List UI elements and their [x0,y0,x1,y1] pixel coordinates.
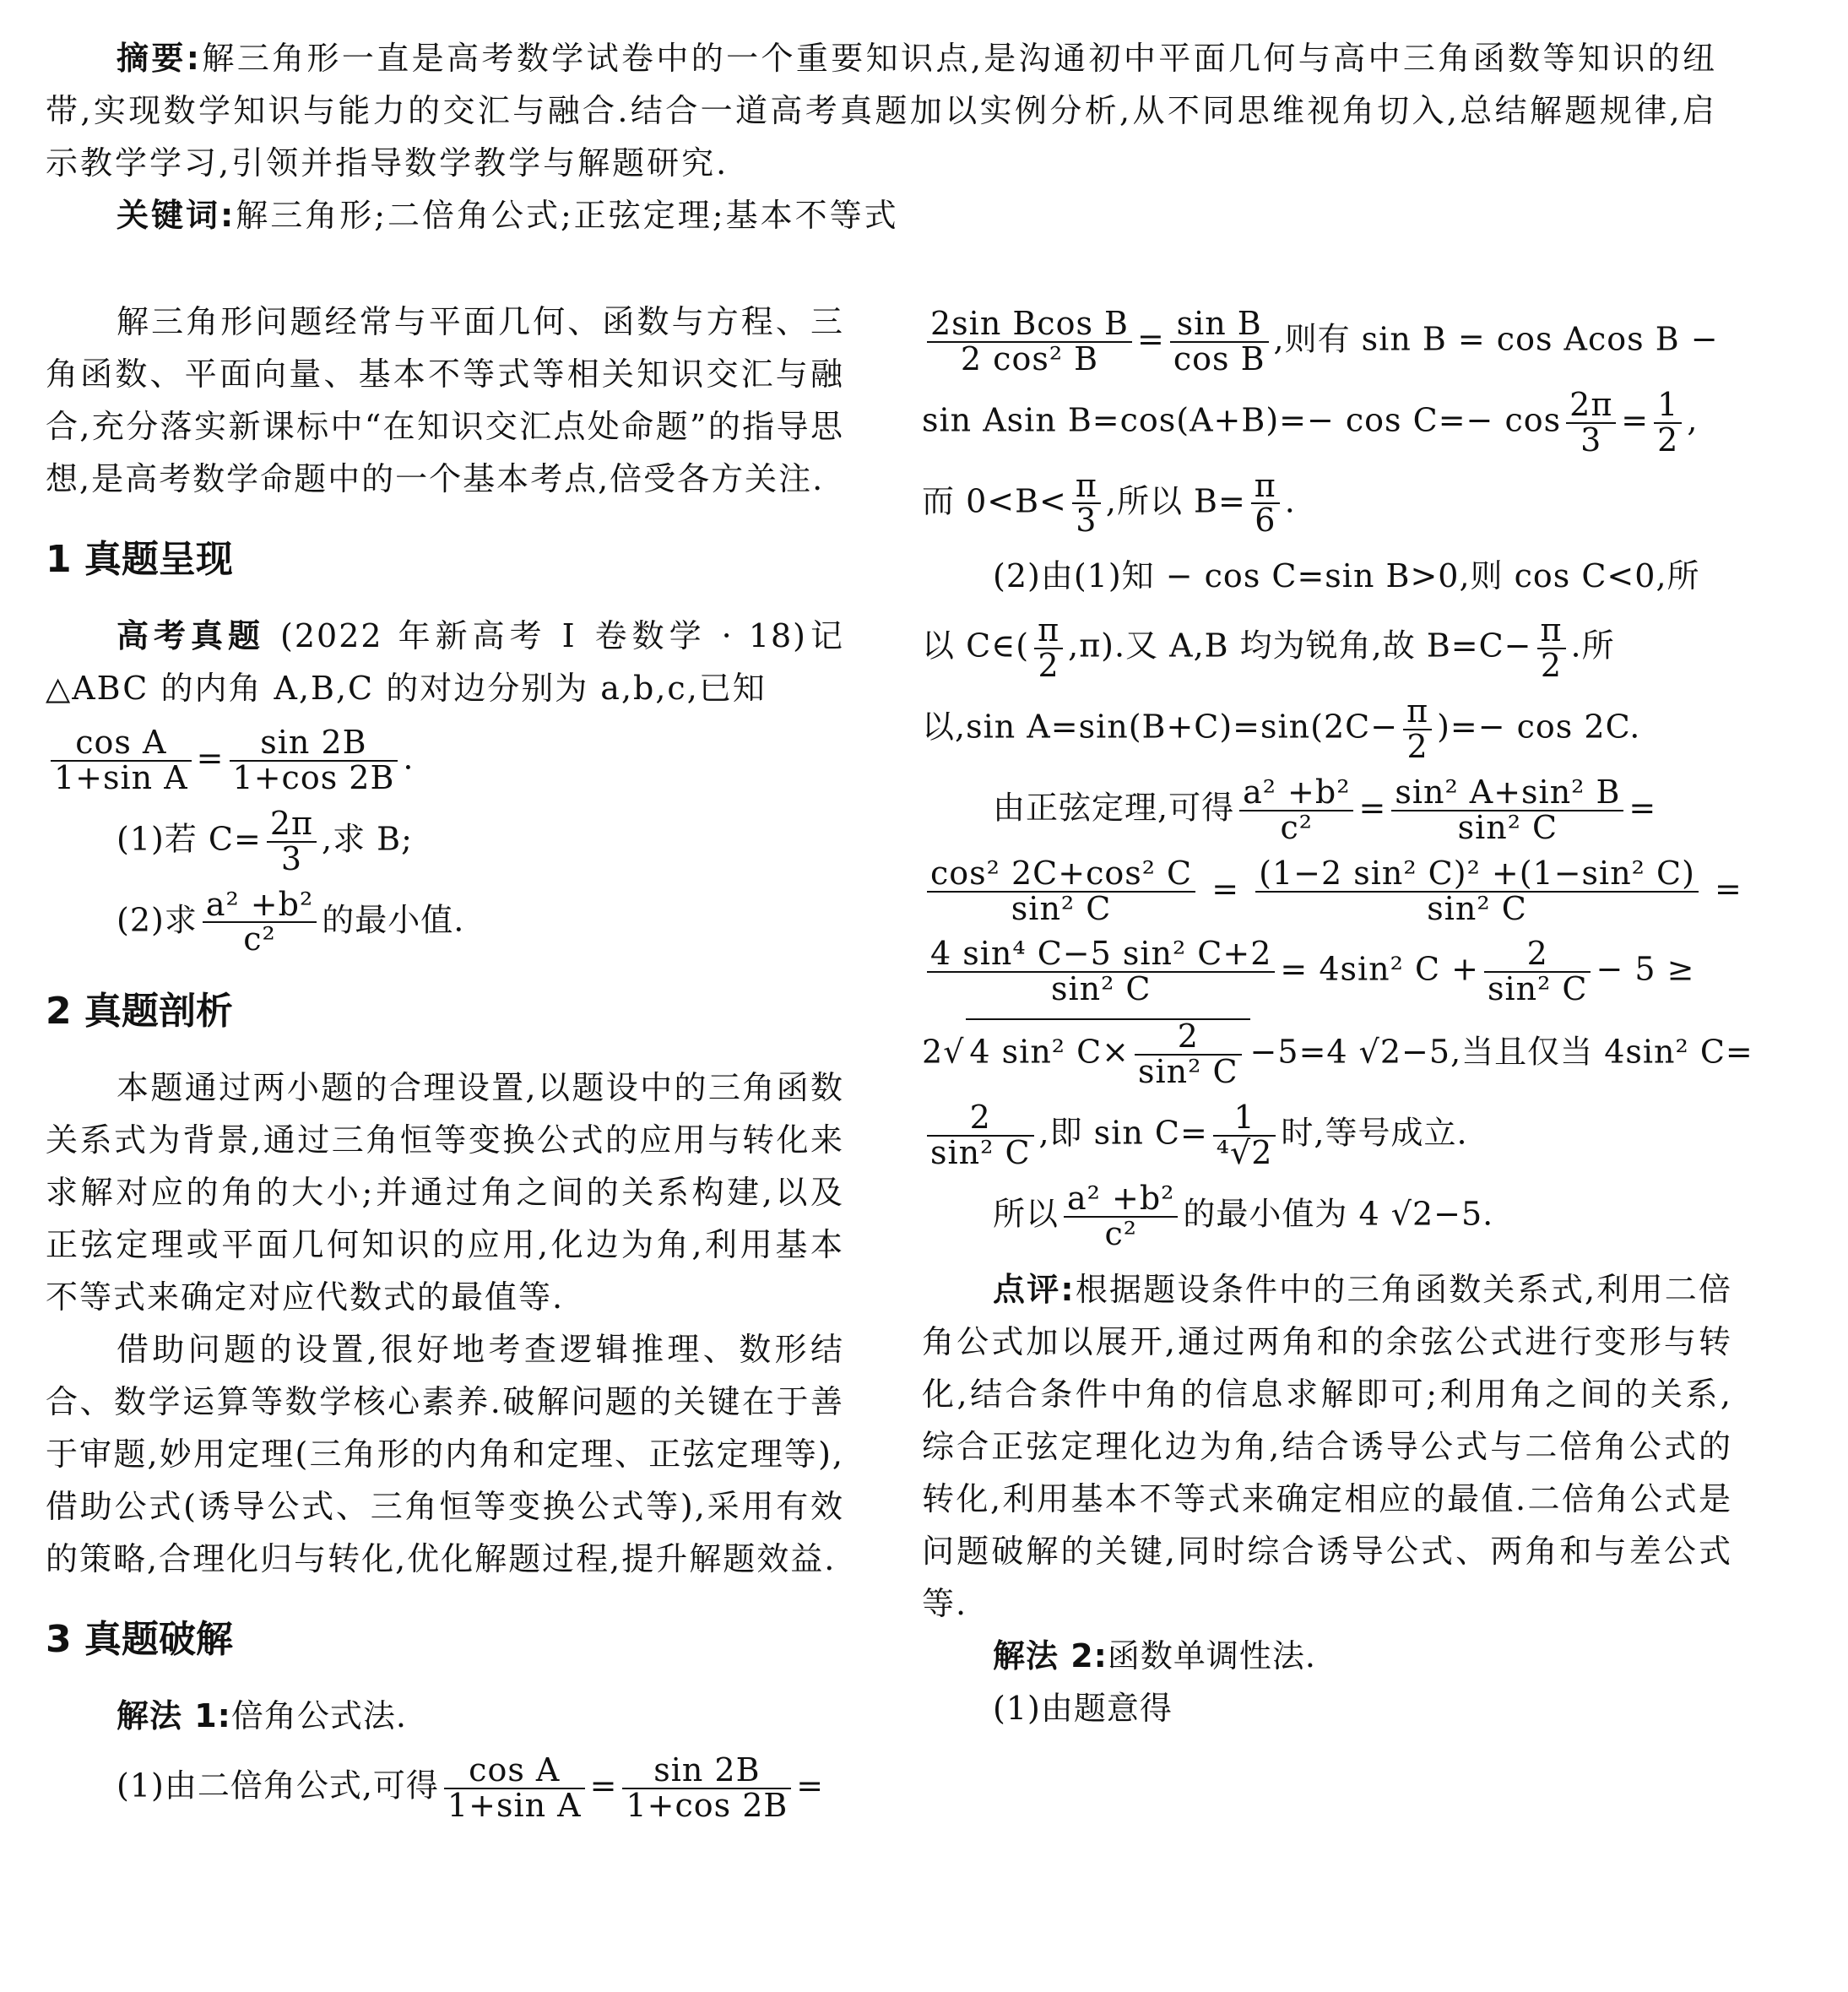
problem-statement [46,610,844,714]
solution-line: (2)由(1)知 − cos C=sin B>0,则 cos C<0,所 [993,557,1700,595]
fraction: $\frac{2\pi}{3}$ [267,807,317,877]
fraction: $\frac{2\pi}{3}$ [1566,388,1616,458]
fraction: $\frac{2}{\text{sin² C}}$ [1135,1020,1242,1089]
solution-line: 2√ 4 sin² C× $\frac{2}{\text{sin² C}}$ −5=4 √2−5,当且仅当 4sin² C= [922,1018,1753,1091]
comment-text: 根据题设条件中的三角函数关系式,利用二倍角公式加以展开,通过两角和的余弦公式进行变形与转化,结合条件中角的信息求解即可;利用角之间的关系,综合正弦定理化边为角,结合诱导公式与二倍角公式的转化,利用基本不等式来确定相应的最值.二倍角公式是问题破解的关键,同时综合诱导公式、两角和与差公式等. [922,1270,1732,1622]
fraction: $\frac{\text{sin B}}{\text{cos B}}$ [1170,307,1269,377]
problem-label: 高考真题 [117,617,265,654]
problem-source: (2022 年新高考 Ⅰ 卷数学 · 18)记 [280,617,844,654]
fraction: $\frac{\pi}{3}$ [1072,470,1101,539]
section-heading-1: 1 真题呈现 [46,538,233,581]
question-2: (2)求 $\frac{\text{a² +b²}}{\text{c²}}$ 的最小值. [117,885,465,958]
solution-line: $\frac{\text{4 sin⁴ C−5 sin² C+2}}{\text{sin² C}}$ = 4sin² C + $\frac{2}{\text{sin² C}}$ − 5 ≥ [922,937,1732,1007]
abstract-block [46,32,1717,242]
analysis-paragraph-1: 本题通过两小题的合理设置,以题设中的三角函数关系式为背景,通过三角恒等变换公式的应用与转化来求解对应的角的大小;并通过角之间的关系构建,以及正弦定理或平面几何知识的应用,化边为角,利用基本不等式来确定对应代数式的最值等. [46,1069,844,1316]
fraction: $\frac{\sin 2B}{1+\cos 2B}$ [230,726,398,795]
comment-label: 点评: [993,1270,1076,1308]
solution-line: 而 0<B< $\frac{\pi}{3}$ ,所以 B= $\frac{\pi}{6}$ . [922,466,1296,540]
solution-line: 以,sin A=sin(B+C)=sin(2C− $\frac{\pi}{2}$ )=− cos 2C. [922,692,1641,766]
fraction: $\frac{\text{2sin Bcos B}}{\text{2 cos² B}}$ [927,307,1132,377]
left-column [46,296,844,1835]
fraction: $\frac{\pi}{2}$ [1034,614,1063,683]
solution-line: 由正弦定理,可得 $\frac{\text{a² +b²}}{\text{c²}}$ = $\frac{\text{sin² A+sin² B}}{\text{sin² C}}$ = [993,773,1657,846]
fraction: $\frac{\text{a² +b²}}{\text{c²}}$ [1064,1182,1178,1251]
fraction: $\frac{\text{4 sin⁴ C−5 sin² C+2}}{\text{sin² C}}$ [927,937,1275,1007]
fraction: $\frac{\pi}{6}$ [1251,470,1280,539]
fraction: $\frac{1}{2}$ [1654,388,1682,458]
keywords-text: 解三角形;二倍角公式;正弦定理;基本不等式 [236,197,899,234]
solution-line: $\frac{2}{\text{sin² C}}$ ,即 sin C= $\frac{1}{\text{⁴√2}}$ 时,等号成立. [922,1101,1732,1170]
right-column [922,296,1753,1734]
fraction: $\frac{\text{cos A}}{\text{1+sin A}}$ [51,726,192,795]
comment-paragraph [922,1263,1732,1630]
abstract-text: 解三角形一直是高考数学试卷中的一个重要知识点,是沟通初中平面几何与高中三角函数等知识的纽带,实现数学知识与能力的交汇与融合.结合一道高考真题加以实例分析,从不同思维视角切入,总结解题规律,启示教学学习,引领并指导数学教学与解题研究. [46,40,1717,182]
analysis-paragraph-2: 借助问题的设置,很好地考查逻辑推理、数形结合、数学运算等数学核心素养.破解问题的关键在于善于审题,妙用定理(三角形的内角和定理、正弦定理等),借助公式(诱导公式、三角恒等变换公式等),采用有效的策略,合理化归与转化,优化解题过程,提升解题效益. [46,1331,844,1578]
solution-line: $\frac{\text{2sin Bcos B}}{\text{2 cos² B}}$ = $\frac{\text{sin B}}{\text{cos B}}$ ,则有 sin B = cos Acos B − [922,307,1732,377]
intro-paragraph: 解三角形问题经常与平面几何、函数与方程、三角函数、平面向量、基本不等式等相关知识交汇与融合,充分落实新课标中“在知识交汇点处命题”的指导思想,是高考数学命题中的一个基本考点,倍受各方关注. [46,303,844,497]
fraction: $\frac{1}{\text{⁴√2}}$ [1213,1101,1276,1170]
abstract-paragraph [46,32,1717,189]
fraction: $\frac{\text{a² +b²}}{\text{c²}}$ [1239,776,1353,845]
given-equation: $\frac{\text{cos A}}{\text{1+sin A}}$ = $\frac{\sin 2B}{1+\cos 2B}$ . [46,726,844,795]
fraction: $\frac{\text{cos A}}{\text{1+sin A}}$ [444,1754,585,1823]
fraction: $\frac{\text{(1−2 sin² C)² +(1−sin² C)}}{\text{sin² C}}$ [1255,857,1699,926]
section-heading-3: 3 真题破解 [46,1618,233,1662]
solution-conclusion: 所以 $\frac{\text{a² +b²}}{\text{c²}}$ 的最小值为 4 √2−5. [993,1179,1494,1252]
fraction: $\frac{\text{sin² A+sin² B}}{\text{sin² C}}$ [1391,776,1623,845]
keywords-line [46,189,1717,242]
method-2-step-1: (1)由题意得 [993,1689,1173,1727]
method-1-title: 解法 1:倍角公式法. [117,1697,407,1735]
question-1: (1)若 C= $\frac{2\pi}{3}$ ,求 B; [117,804,413,877]
fraction: $\frac{\pi}{2}$ [1537,614,1566,683]
solution-line: sin Asin B=cos(A+B)=− cos C=− cos $\frac{2\pi}{3}$ = $\frac{1}{2}$ , [922,385,1699,459]
method-1-step-1: (1)由二倍角公式,可得 $\frac{\text{cos A}}{\text{1+sin A}}$ = $\frac{\sin 2B}{1+\cos 2B}$ = [117,1751,825,1825]
abstract-label: 摘要: [117,40,202,77]
fraction: $\frac{2}{\text{sin² C}}$ [1484,937,1591,1007]
fraction: $\frac{2}{\text{sin² C}}$ [927,1101,1034,1170]
solution-line: $\frac{\text{cos² 2C+cos² C}}{\text{sin² C}}$ = $\frac{\text{(1−2 sin² C)² +(1−sin² C)}}{\text{sin² C}}$ = [922,857,1732,926]
fraction: $\frac{\text{a² +b²}}{\text{c²}}$ [203,888,317,958]
fraction: $\frac{\text{cos² 2C+cos² C}}{\text{sin² C}}$ [927,857,1195,926]
problem-text: △ABC 的内角 A,B,C 的对边分别为 a,b,c,已知 [46,670,767,707]
fraction: $\frac{\pi}{2}$ [1403,695,1432,764]
fraction: $\frac{\sin 2B}{1+\cos 2B}$ [622,1754,791,1823]
section-heading-2: 2 真题剖析 [46,990,233,1034]
square-root: 4 sin² C× $\frac{2}{\text{sin² C}}$ [966,1018,1249,1089]
solution-line: 以 C∈( $\frac{\pi}{2}$ ,π).又 A,B 均为锐角,故 B=C− $\frac{\pi}{2}$ .所 [922,611,1615,685]
method-2-title: 解法 2:函数单调性法. [993,1636,1316,1674]
keywords-label: 关键词: [117,197,236,234]
